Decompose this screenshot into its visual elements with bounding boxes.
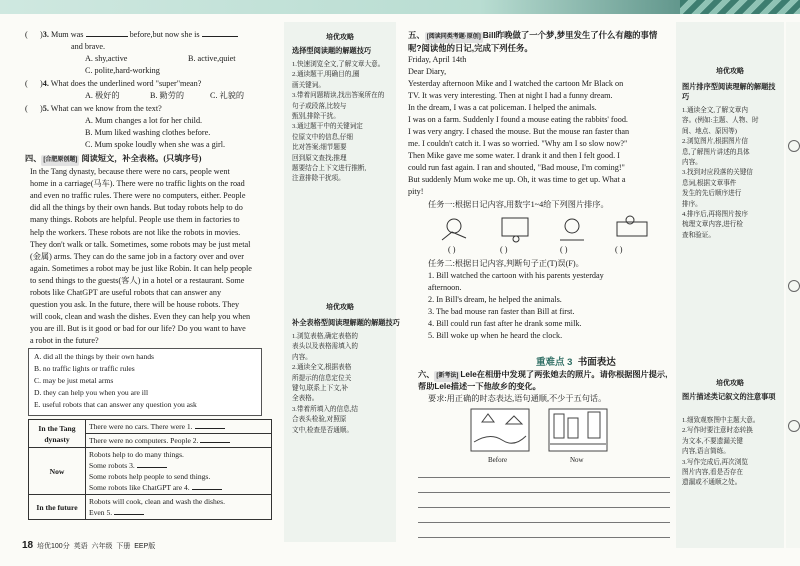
tf-item: 2. In Bill's dream, he helped the animals.	[428, 295, 562, 304]
before-picture	[470, 408, 530, 452]
diary-line: I was on a farm. Suddenly I found a mouse eating the rabbits' food.	[408, 115, 628, 124]
tips-title-3: 培优攻略	[716, 68, 744, 75]
tips-subtitle-2: 补全表格型阅读理解题的解题技巧	[292, 319, 400, 327]
q3-blank1[interactable]	[86, 36, 128, 37]
order-blank-4[interactable]: ( )	[615, 245, 623, 254]
q3-line1: ( )3. Mum was before,but now she is	[25, 30, 238, 41]
diary-line: In the dream, I was a cat policeman. I helped the animals.	[408, 103, 597, 112]
passage-line: In the Tang dynasty, because there were no cars, people went	[30, 167, 230, 176]
tip-line: 内容,语言简练。	[682, 448, 730, 456]
tip-line: 比对答案;细节题要	[292, 144, 347, 152]
q5-option-c[interactable]: C. Mum spoke loudly when she was a girl.	[85, 140, 226, 149]
tip-line: 甄别,排除干扰。	[292, 113, 340, 120]
tf-item: 3. The bad mouse ran faster than Bill at first.	[428, 307, 575, 316]
tip-line: 发生的先后顺序进行	[682, 190, 742, 198]
table-cell: Robots help to do many things. Some robots 3. Some robots help people to send things. Some robots like ChatGPT are 4.	[86, 448, 272, 495]
tip-line: 内容。	[292, 353, 312, 361]
passage-line: again. Sometimes a robot may be just like Robin. It can help people	[30, 263, 252, 273]
option-item[interactable]: D. they can help you when you are ill	[34, 388, 149, 397]
option-item[interactable]: B. no traffic lights or traffic rules	[34, 364, 135, 373]
task1-instruction: 任务一:根据日记内容,用数字1~4给下列图片排序。	[428, 200, 609, 209]
tf-item: 4. Bill could run fast after he drank some milk.	[428, 319, 582, 328]
q3-option-a[interactable]: A. shy,active	[85, 54, 128, 63]
passage-line: home in a carriage(马车). There were no traffic lights on the road	[30, 179, 245, 189]
passage-line: you are ill. But is it good or bad for our life? Do you want to have	[30, 324, 246, 334]
tip-line: 息,了解图片讲述的具体	[682, 148, 750, 156]
tips-title-2: 培优攻略	[326, 304, 354, 311]
key-point-header: 重难点 3 书面表达	[536, 357, 616, 368]
tip-line: 遗漏或不通顺之处。	[682, 479, 742, 487]
top-decoration	[0, 0, 800, 14]
tip-line: 1.浏览表格,确定表格的	[292, 333, 358, 340]
picture-wake-up	[617, 216, 647, 236]
q4-line: ( )4. What does the underlined word "super"mean?	[25, 79, 202, 88]
passage-line: robots like ChatGPT are useful robots that can answer any	[30, 288, 222, 297]
tip-line: 间、地点、原因等)	[682, 127, 737, 135]
tip-line: 文中,检查是否通顺。	[292, 426, 353, 434]
spine-circle-icon	[788, 280, 800, 292]
q5-option-a[interactable]: A. Mum changes a lot for her child.	[85, 116, 203, 125]
tip-line: 表头以及表格需填入的	[292, 343, 358, 351]
table-blank-5[interactable]	[114, 514, 144, 515]
option-item[interactable]: E. useful robots that can answer any question you ask	[34, 400, 197, 409]
passage-line: will cook, clean and wash the dishes. Even they can help you when	[30, 312, 251, 322]
passage-line: help the workers. These robots are not like the robots in movies.	[30, 227, 241, 237]
task1-pictures	[432, 212, 652, 244]
summary-table	[28, 419, 272, 520]
tips-subtitle-4: 图片描述类记叙文的注意事项	[682, 393, 776, 401]
writing-line-4[interactable]	[418, 522, 670, 523]
tf-item: afternoon.	[428, 283, 462, 292]
table-cell: Robots will cook, clean and wash the dishes. Even 5.	[86, 495, 272, 520]
writing-line-2[interactable]	[418, 492, 670, 493]
tip-line: 3.通过题干中的关键词定	[292, 123, 363, 131]
table-cell: There were no computers. People 2.	[86, 434, 272, 448]
diary-line: But suddenly Mum woke me up. Oh, it was time to get up. What a	[408, 175, 626, 184]
passage-line: to send things to the guests(客人) in a hotel or a restaurant. Some	[30, 275, 245, 285]
diary-line: Dear Diary,	[408, 67, 447, 76]
diary-line: could run fast again. I ran and shouted, "Bad mouse, I'm coming!"	[408, 163, 625, 172]
table-blank-2[interactable]	[200, 442, 230, 443]
tip-line: 图片内容,看是否存在	[682, 469, 743, 476]
tip-line: 所提示的信息定位关	[292, 374, 352, 382]
tip-line: 1.通读全文,了解文章内	[682, 107, 748, 114]
section5-title: 五、 [阅读同类考题·原创] Bill昨晚做了一个梦,梦里发生了什么有趣的事情呢?阅读他的日记,完成下列任务。	[408, 30, 658, 53]
tip-line: 3.带着问题精读,找出答案所在的	[292, 92, 385, 100]
page-footer: 18 培优100分 英语 六年级 下册 EEP版	[22, 540, 156, 551]
table-blank-3[interactable]	[137, 467, 167, 468]
table-header-now: Now	[29, 448, 86, 495]
order-blank-3[interactable]: ( )	[560, 245, 568, 254]
table-row	[29, 420, 272, 434]
tip-line: 3.写作完成后,再次浏览	[682, 458, 748, 466]
passage-line: a robot in the future?	[30, 336, 99, 346]
tip-line: 容。(例如:主题、人物、时	[682, 117, 759, 125]
tips-title-1: 培优攻略	[326, 34, 354, 41]
tip-line: 2.通读全文,根据表格	[292, 364, 352, 372]
tip-line: 1.细致观察图中主题大意。	[682, 417, 760, 424]
section4-tag: [合肥原创题]	[41, 155, 79, 166]
tip-line: 2.写作时要注意时态转换	[682, 427, 753, 435]
tip-line: 句子或段落,比较与	[292, 102, 347, 110]
writing-line-1[interactable]	[418, 477, 670, 478]
diary-line: Friday, April 14th	[408, 55, 467, 64]
tip-line: 2.通读题干,明确目的,圈	[292, 71, 360, 79]
q3-blank2[interactable]	[202, 36, 238, 37]
diary-line: pity!	[408, 187, 424, 196]
table-cell: There were no cars. There were 1.	[86, 420, 272, 434]
tip-line: 合表头检验,对照原	[292, 416, 347, 424]
picture-cat-chasing	[442, 219, 466, 240]
tip-line: 梳理文章内容,进行检	[682, 221, 743, 229]
option-item[interactable]: C. may be just metal arms	[34, 376, 114, 385]
tf-item: 5. Bill woke up when he heard the clock.	[428, 331, 563, 340]
table-blank-4[interactable]	[192, 489, 222, 490]
order-blank-1[interactable]: ( )	[448, 245, 456, 254]
section6-title: 六、 [新考法] Lele在相册中发现了两张她去的照片。请你根据图片提示,帮助Lele描述一下他故乡的变化。	[418, 370, 668, 391]
q5-line: ( )5. What can we know from the text?	[25, 104, 162, 113]
tip-line: 位原文中的信息,仔细	[292, 133, 353, 141]
tip-line: 题要结合上下文进行推断,	[292, 165, 367, 172]
passage-line: They don't walk or talk. Sometimes, some robots may be just metal	[30, 239, 251, 249]
q4-option-b[interactable]: B. 勤劳的	[150, 91, 185, 100]
table-header-future: In the future	[29, 495, 86, 520]
diary-line: I was very angry. I chased the mouse. But the mouse ran faster than	[408, 127, 630, 136]
tip-line: 画关键词。	[292, 81, 325, 89]
diary-line: Yesterday afternoon Mike and I watched the cartoon Mr Black on	[408, 79, 624, 88]
passage-line: question you ask. In the future, there will be house robots. They	[30, 300, 240, 310]
tip-line: 4.排序后,再将图片按序	[682, 211, 748, 218]
tips-title-4: 培优攻略	[716, 380, 744, 387]
passage-line: and even no traffic rules. There were no computers, either. People	[30, 191, 246, 201]
passage-line: many things. Robots are helpful. People use them in factories to	[30, 215, 240, 225]
now-picture	[548, 408, 608, 452]
tip-line: 3.带着所填入的信息,结	[292, 405, 358, 413]
writing-requirement: 要求:用正确的时态表达,语句通顺,不少于五句话。	[428, 394, 607, 403]
q3-option-c[interactable]: C. polite,hard-working	[85, 66, 160, 75]
section4-title: 四、 [合肥原创题] 阅读短文，补全表格。(只填序号)	[25, 154, 202, 166]
tip-line: 查和验证。	[682, 231, 715, 239]
diary-line: Then Mike gave me some water. I drank it and then I felt good. I	[408, 151, 620, 160]
picture-tv-watching	[502, 218, 528, 242]
tip-line: 内容。	[682, 159, 702, 166]
tip-line: 键句,联系上下文,补	[292, 385, 349, 392]
table-header-tang: In the Tang dynasty	[29, 420, 86, 448]
spine-circle-icon	[788, 140, 800, 152]
tip-line: 3.找到对应段落的关键信	[682, 169, 753, 177]
top-stripe	[680, 0, 800, 14]
tip-line: 2.浏览图片,根据图片信	[682, 138, 748, 146]
passage-line: (金属) arms. They can do the same job in a factory over and over	[30, 251, 245, 261]
tips-subtitle-1: 选择型阅读题的解题技巧	[292, 47, 372, 55]
tip-line: 回到原文查找;推理	[292, 154, 347, 162]
q4-option-a[interactable]: A. 极好的	[85, 91, 120, 100]
passage-line: did all the things by their own hands. But today robots help to do	[30, 203, 243, 213]
tip-line: 全表格。	[292, 395, 319, 403]
table-row	[29, 448, 272, 495]
task2-instruction: 任务二:根据日记内容,判断句子正(T)误(F)。	[428, 259, 584, 268]
spine-circle-icon	[788, 420, 800, 432]
order-blank-2[interactable]: ( )	[500, 245, 508, 254]
now-label: Now	[570, 456, 584, 464]
option-item[interactable]: A. did all the things by their own hands	[34, 352, 155, 361]
writing-line-3[interactable]	[418, 507, 670, 508]
q4-option-c[interactable]: C. 礼貌的	[210, 91, 245, 100]
q3-line2: and brave.	[71, 42, 106, 51]
page-number: 18	[22, 540, 34, 551]
diary-line: TV. It was very interesting. Then at night I had a funny dream.	[408, 91, 613, 100]
tip-line: 排序。	[682, 200, 702, 208]
tip-line: 息词,根据文章事件	[682, 179, 737, 187]
q5-option-b[interactable]: B. Mum liked washing clothes before.	[85, 128, 211, 137]
picture-drinking	[560, 219, 584, 240]
tip-line: 1.快速浏览全文,了解文章大意。	[292, 61, 385, 68]
table-row	[29, 495, 272, 520]
diary-line: me. I couldn't catch it. I was so worried. "Why am I so slow now?"	[408, 139, 628, 148]
q3-option-b[interactable]: B. active,quiet	[188, 54, 236, 63]
tf-item: 1. Bill watched the cartoon with his parents yesterday	[428, 271, 604, 280]
tip-line: 为文本,不要遗漏关键	[682, 437, 743, 445]
table-blank-1[interactable]	[195, 428, 225, 429]
tip-line: 注意排除干扰项。	[292, 175, 345, 183]
before-label: Before	[488, 456, 508, 464]
tips-subtitle-3: 图片排序型阅读理解的解题技巧	[682, 83, 776, 101]
writing-line-5[interactable]	[418, 537, 670, 538]
